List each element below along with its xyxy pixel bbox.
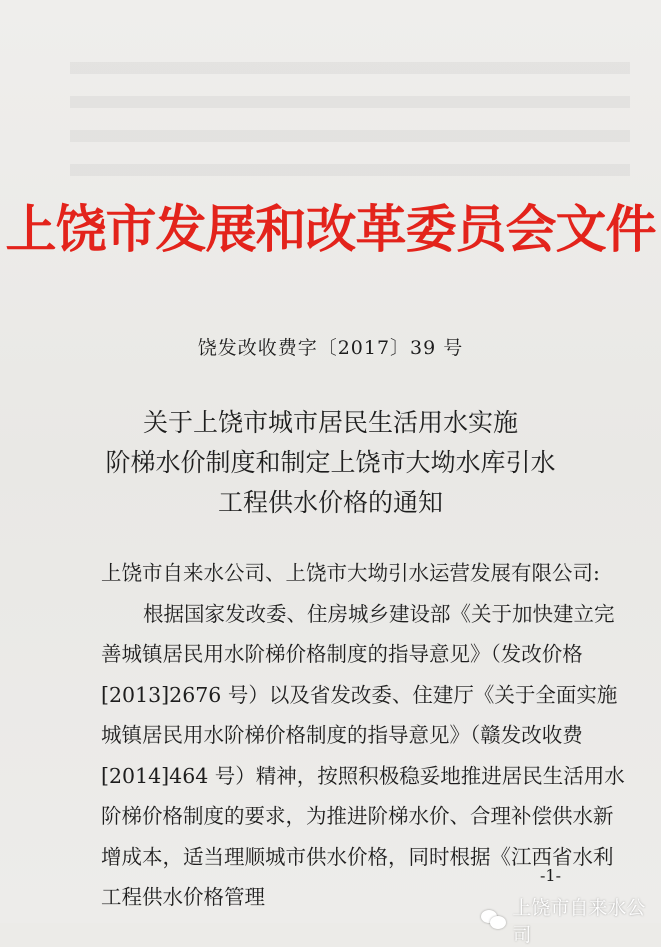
addressee: 上饶市自来水公司、上饶市大坳引水运营发展有限公司: xyxy=(101,561,600,585)
watermark xyxy=(481,893,661,947)
document-number: 饶发改收费字〔2017〕39 号 xyxy=(197,337,464,359)
document-body xyxy=(101,553,631,918)
wechat-icon xyxy=(481,910,506,930)
body-paragraph: 根据国家发改委、住房城乡建设部《关于加快建立完善城镇居民用水阶梯价格制度的指导意见》（发改价格[2013]2676 号）以及省发改委、住建厅《关于全面实施城镇居民用水阶梯价格制度的指导意见》（赣发改收费[2014]464 号）精神，按照积极稳妥地推进居民生活用水阶梯价格制度的要求，为推进阶梯水价、合理补偿供水新增成本，适当理顺城市供水价格，同时根据《江西省水利工程供水价格管理 xyxy=(101,601,625,909)
title-line: 阶梯水价制度和制定上饶市大坳水库引水 xyxy=(105,448,556,477)
title-line: 工程供水价格的通知 xyxy=(217,488,443,517)
issuer-title: 上饶市发展和改革委员会文件 xyxy=(5,201,656,260)
watermark-text: 上饶市自来水公司 xyxy=(512,897,646,946)
show-through-text xyxy=(70,40,630,190)
page-number: -1- xyxy=(540,866,561,885)
title-line: 关于上饶市城市居民生活用水实施 xyxy=(142,408,518,437)
notice-title xyxy=(0,403,661,523)
